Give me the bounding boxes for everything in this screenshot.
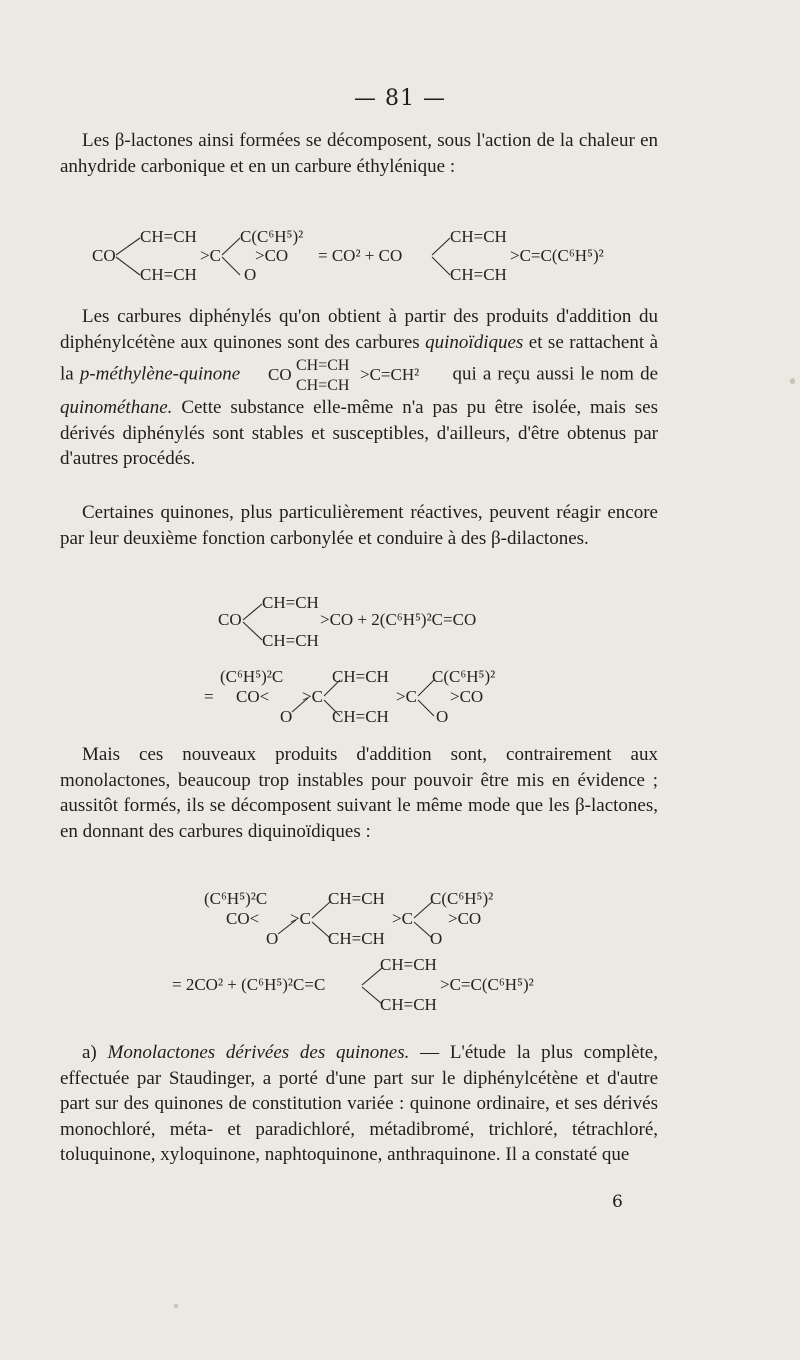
f3-co: CO< (236, 687, 270, 706)
svg-text:CH=CH: CH=CH (296, 357, 350, 374)
f1-tail: >C=C(C⁶H⁵)² (510, 246, 604, 265)
signature-mark: 6 (612, 1192, 623, 1212)
f1-c-ph2: C(C⁶H⁵)² (240, 227, 304, 246)
paragraph-4: Mais ces nouveaux produits d'addition sont, contrairement aux monolactones, beaucoup trop instables pour pouvoir être mis en évidence ; aussitôt formés, ils se décomposent suivant le même mode que les β-lactones, en donnant des carbures diquinoïdiques : (60, 744, 658, 842)
f3-c-ph2: C(C⁶H⁵)² (432, 667, 496, 686)
svg-text:CH=CH: CH=CH (296, 377, 350, 394)
f2-bottom: CH=CH (262, 631, 319, 650)
f3-equals: = (204, 687, 214, 706)
f1-top-1: CH=CH (140, 227, 197, 246)
paper-speck (174, 1304, 178, 1308)
page-number: — 81 — (354, 86, 446, 111)
f4-gt-c2: >C (392, 909, 413, 928)
f1-bottom-1: CH=CH (140, 265, 197, 284)
f1-top-2: CH=CH (450, 227, 507, 246)
f5-equals: = 2CO² + (C⁶H⁵)²C=C (172, 975, 326, 994)
formula-lactone-decomposition (0, 218, 800, 288)
f4-c-ph2: C(C⁶H⁵)² (430, 889, 494, 908)
f1-left-co: CO (92, 246, 116, 265)
paragraph-1: Les β-lactones ainsi formées se décomposent, sous l'action de la chaleur en anhydride carbonique et en un carbure éthylénique : (60, 130, 658, 177)
f5-bottom: CH=CH (380, 995, 437, 1014)
f2-top: CH=CH (262, 593, 319, 612)
f2-co: CO (218, 610, 242, 629)
paragraph-3: Certaines quinones, plus particulièrement réactives, peuvent réagir encore par leur deuxième fonction carbonylée et conduire à des β-dilactones. (60, 502, 658, 549)
f3-top: CH=CH (332, 667, 389, 686)
f3-oxygen-2: O (436, 707, 449, 726)
f1-mid-c: >C (200, 246, 221, 265)
svg-text:>C=CH²: >C=CH² (360, 365, 420, 384)
f2-tail: >CO + 2(C⁶H⁵)²C=CO (320, 610, 477, 629)
f4-top: CH=CH (328, 889, 385, 908)
f3-bottom: CH=CH (332, 707, 389, 726)
f4-oxygen-2: O (430, 929, 443, 948)
f1-bottom-2: CH=CH (450, 265, 507, 284)
f4-ph2c: (C⁶H⁵)²C (204, 889, 268, 908)
formula-diquinoid-product (0, 952, 800, 1022)
f4-co: CO< (226, 909, 260, 928)
paper-speck (790, 378, 795, 384)
f1-equals: = CO² + CO (318, 246, 403, 265)
f1-lactone-co: >CO (255, 246, 289, 265)
f5-top: CH=CH (380, 955, 437, 974)
paragraph-5: a) Monolactones dérivées des quinones. — L'étude la plus complète, effectuée par Staudinger, a porté d'une part sur le diphénylcétène et d'autre part sur des quinones de constitution variée : quinone ordinaire, et ses dérivés monochloré, méta- et paradichloré, métadibromé, trichloré, tétrachloré, toluquinone, xyloquinone, naphtoquinone, anthraquinone. Il a constaté que (60, 1042, 658, 1165)
formula-dilactone-repeat (0, 884, 800, 954)
f4-gt-co: >CO (448, 909, 482, 928)
inline-quinomethane-formula (246, 355, 446, 395)
f1-oxygen: O (244, 265, 257, 284)
svg-text:CO: CO (268, 365, 292, 384)
formula-dilactone (0, 662, 800, 732)
paragraph-2: Les carbures diphénylés qu'on obtient à partir des produits d'addition du diphénylcétène aux quinones sont des carbures quinoïdiques et se rattachent à la p-méthylène-quinone CO CH=CH CH=CH >C=CH² qui a reçu aussi le nom de quinométhane. Cette substance elle-même n'a pas pu être isolée, mais ses dérivés diphénylés sont stables et susceptibles, d'ailleurs, d'être obtenus par d'autres procédés. (60, 306, 659, 469)
f3-gt-co: >CO (450, 687, 484, 706)
f4-oxygen-1: O (266, 929, 279, 948)
f4-gt-c: >C (290, 909, 311, 928)
f5-tail: >C=C(C⁶H⁵)² (440, 975, 534, 994)
f3-gt-c2: >C (396, 687, 417, 706)
f3-oxygen-1: O (280, 707, 293, 726)
f3-ph2c: (C⁶H⁵)²C (220, 667, 284, 686)
f4-bottom: CH=CH (328, 929, 385, 948)
f3-gt-c: >C (302, 687, 323, 706)
formula-quinone-plus-ketene (0, 590, 800, 660)
